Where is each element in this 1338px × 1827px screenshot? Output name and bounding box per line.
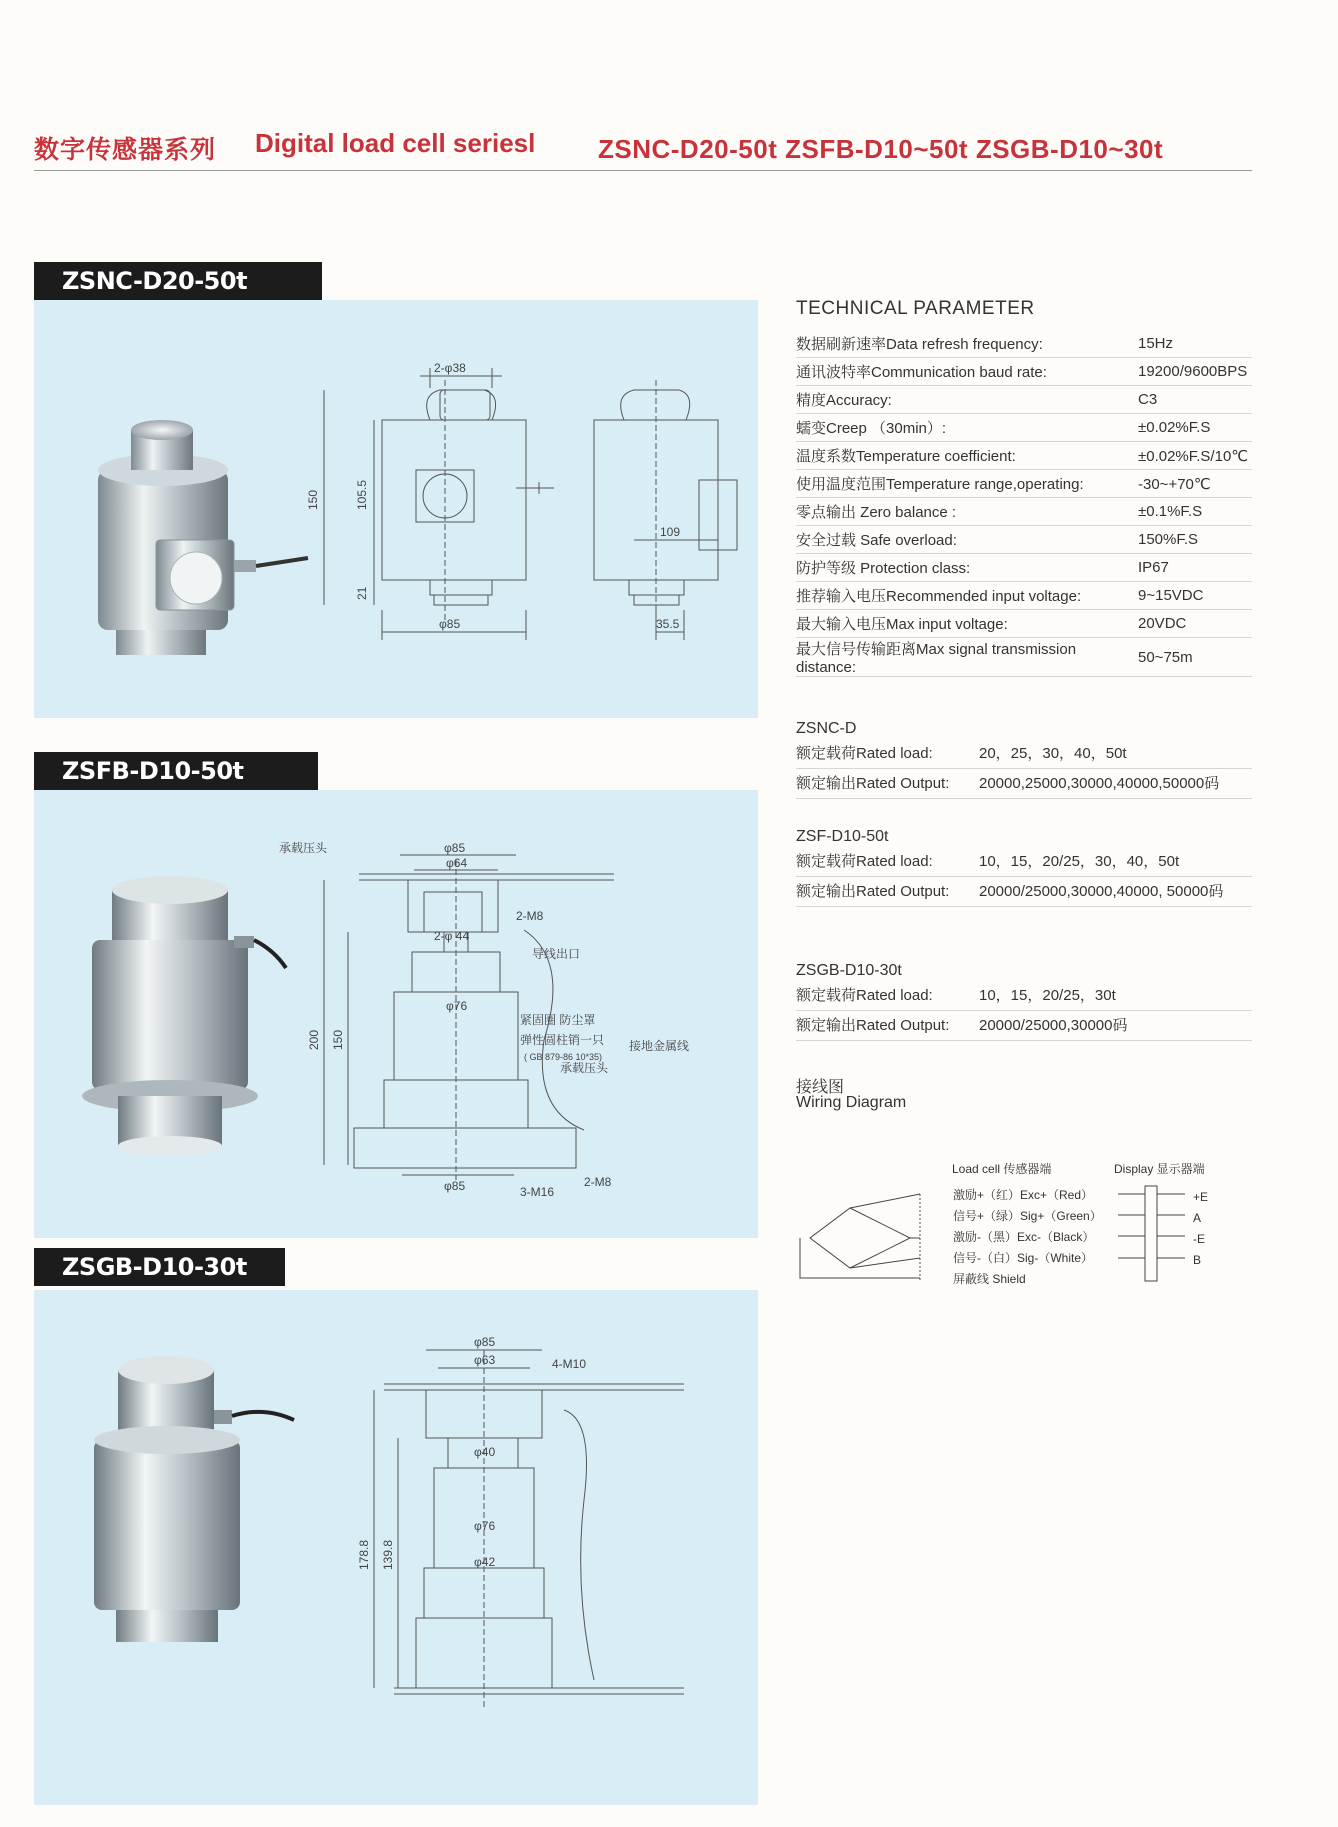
label-ring: 紧固圈 防尘罩 xyxy=(520,1013,596,1027)
dim-d76: φ76 xyxy=(474,1519,496,1533)
label-pin: 弹性圆柱销一只 xyxy=(520,1033,605,1047)
dim-m8: 2-M8 xyxy=(516,909,544,923)
tech-row xyxy=(796,358,1252,386)
group-value: 20000,25000,30000,40000,50000码 xyxy=(979,775,1220,792)
wiring-title-en: Wiring Diagram xyxy=(796,1094,907,1111)
dim-base-d: φ85 xyxy=(444,1179,466,1193)
label-head: 承载压头 xyxy=(279,841,328,855)
tech-row xyxy=(796,330,1252,358)
tech-key: 防护等级 Protection class: xyxy=(796,554,1126,582)
tech-title: TECHNICAL PARAMETER xyxy=(796,298,1035,319)
wiring-line-label: 信号-（白）Sig-（White） xyxy=(953,1251,1094,1265)
label-cable: 导线出口 xyxy=(532,947,581,961)
dim-d85: φ85 xyxy=(474,1335,496,1349)
group-title: ZSGB-D10-30t xyxy=(796,962,902,979)
rated-groups xyxy=(796,720,1252,1050)
section-tag-zsfb: ZSFB-D10-50t xyxy=(34,752,318,790)
drawing-zsgb xyxy=(334,1330,754,1790)
tech-row xyxy=(796,638,1252,677)
tech-row xyxy=(796,470,1252,498)
tech-key: 零点输出 Zero balance : xyxy=(796,498,1126,526)
wiring-line-label: 屏蔽线 Shield xyxy=(953,1272,1026,1286)
dim-d76: φ76 xyxy=(446,999,468,1013)
tech-key: 推荐输入电压Recommended input voltage: xyxy=(796,582,1126,610)
drawing-zsnc xyxy=(284,360,744,690)
group-row xyxy=(796,770,1252,799)
dim-d85: φ85 xyxy=(444,841,466,855)
tech-key: 精度Accuracy: xyxy=(796,386,1126,414)
group-row xyxy=(796,982,1252,1011)
dim-d42: φ42 xyxy=(474,1555,496,1569)
dim-h178: 178.8 xyxy=(357,1539,371,1570)
label-std: ( GB 879-86 10*35) xyxy=(524,1052,603,1062)
dim-d64: φ64 xyxy=(446,856,468,870)
group-key: 额定载荷Rated load: xyxy=(796,987,933,1004)
tech-row xyxy=(796,442,1252,470)
tech-table xyxy=(796,330,1252,677)
dim-m8b: 2-M8 xyxy=(584,1175,612,1189)
tech-row xyxy=(796,554,1252,582)
dim-height-b: 150 xyxy=(306,489,320,510)
group-title: ZSNC-D xyxy=(796,720,857,737)
section-panel-zsfb xyxy=(34,790,758,1238)
wiring-terminal: A xyxy=(1193,1211,1202,1225)
group-key: 额定输出Rated Output: xyxy=(796,775,950,792)
header-rule xyxy=(34,170,1252,171)
tech-row xyxy=(796,386,1252,414)
wiring-terminal: B xyxy=(1193,1253,1202,1267)
tech-row xyxy=(796,582,1252,610)
dim-h200: 200 xyxy=(307,1029,321,1050)
header-title-cn: 数字传感器系列 xyxy=(34,136,217,164)
tech-value: 50~75m xyxy=(1126,638,1252,677)
tech-value: ±0.02%F.S xyxy=(1126,414,1252,442)
dim-base: 21 xyxy=(355,586,369,600)
section-tag-zsnc: ZSNC-D20-50t xyxy=(34,262,322,300)
group-key: 额定载荷Rated load: xyxy=(796,853,933,870)
tech-key: 通讯波特率Communication baud rate: xyxy=(796,358,1126,386)
tech-value: ±0.1%F.S xyxy=(1126,498,1252,526)
group-key: 额定输出Rated Output: xyxy=(796,1017,950,1034)
wiring-line-label: 激励-（黑）Exc-（Black） xyxy=(953,1230,1095,1244)
dim-top: 2-φ38 xyxy=(434,361,466,375)
label-ground: 接地金属线 xyxy=(629,1039,690,1053)
tech-value: 19200/9600BPS xyxy=(1126,358,1252,386)
group-value: 10，15，20/25，30t xyxy=(979,987,1116,1004)
dim-d40: φ40 xyxy=(474,1445,496,1459)
tech-key: 安全过载 Safe overload: xyxy=(796,526,1126,554)
group-row xyxy=(796,1012,1252,1041)
group-key: 额定载荷Rated load: xyxy=(796,745,933,762)
tech-key: 温度系数Temperature coefficient: xyxy=(796,442,1126,470)
wiring-line-label: 信号+（绿）Sig+（Green） xyxy=(953,1209,1102,1223)
dim-h150: 150 xyxy=(331,1029,345,1050)
wiring-display-label: Display 显示器端 xyxy=(1114,1162,1205,1176)
tech-key: 蠕变Creep （30min）: xyxy=(796,414,1126,442)
tech-key: 使用温度范围Temperature range,operating: xyxy=(796,470,1126,498)
label-head2: 承载压头 xyxy=(560,1061,609,1075)
dim-height-a: 105.5 xyxy=(355,479,369,510)
dim-m16: 3-M16 xyxy=(520,1185,555,1199)
tech-value: 150%F.S xyxy=(1126,526,1252,554)
group-value: 20，25，30，40，50t xyxy=(979,745,1127,762)
wiring-line-label: 激励+（红）Exc+（Red） xyxy=(953,1188,1094,1202)
section-tag-zsgb: ZSGB-D10-30t xyxy=(34,1248,285,1286)
tech-value: -30~+70℃ xyxy=(1126,470,1252,498)
header-models: ZSNC-D20-50t ZSFB-D10~50t ZSGB-D10~30t xyxy=(598,134,1164,164)
product-photo-zsgb xyxy=(74,1330,304,1650)
tech-row xyxy=(796,414,1252,442)
group-row xyxy=(796,878,1252,907)
tech-row xyxy=(796,526,1252,554)
tech-value: ±0.02%F.S/10℃ xyxy=(1126,442,1252,470)
group-row xyxy=(796,740,1252,769)
dim-offset: 35.5 xyxy=(656,617,680,631)
group-value: 20000/25000,30000码 xyxy=(979,1017,1128,1034)
tech-key: 最大输入电压Max input voltage: xyxy=(796,610,1126,638)
dim-d44: 2-φ 44 xyxy=(434,929,470,943)
dim-side: 109 xyxy=(660,525,681,539)
wiring-title-cn: 接线图 xyxy=(796,1079,845,1096)
tech-value: 20VDC xyxy=(1126,610,1252,638)
header-title-en: Digital load cell seriesl xyxy=(255,128,536,158)
dim-m10: 4-M10 xyxy=(552,1357,587,1371)
dim-h139: 139.8 xyxy=(381,1539,395,1570)
tech-row xyxy=(796,498,1252,526)
wiring-loadcell-label: Load cell 传感器端 xyxy=(952,1162,1052,1176)
product-photo-zsfb xyxy=(64,870,294,1190)
wiring-terminal: -E xyxy=(1193,1232,1205,1246)
tech-value: IP67 xyxy=(1126,554,1252,582)
wiring-lines xyxy=(925,1186,1255,1296)
drawing-zsfb xyxy=(279,840,754,1220)
group-key: 额定输出Rated Output: xyxy=(796,883,950,900)
tech-value: 9~15VDC xyxy=(1126,582,1252,610)
group-row xyxy=(796,848,1252,877)
group-title: ZSF-D10-50t xyxy=(796,828,889,845)
section-panel-zsgb xyxy=(34,1290,758,1805)
section-panel-zsnc xyxy=(34,300,758,718)
group-value: 10，15，20/25，30，40，50t xyxy=(979,853,1180,870)
tech-row xyxy=(796,610,1252,638)
tech-key: 最大信号传输距离Max signal transmission distance: xyxy=(796,638,1126,677)
wiring-terminal: +E xyxy=(1193,1190,1209,1204)
dim-d63: φ63 xyxy=(474,1353,496,1367)
tech-value: C3 xyxy=(1126,386,1252,414)
tech-value: 15Hz xyxy=(1126,330,1252,358)
dim-width: φ85 xyxy=(439,617,461,631)
tech-key: 数据刷新速率Data refresh frequency: xyxy=(796,330,1126,358)
group-value: 20000/25000,30000,40000, 50000码 xyxy=(979,883,1224,900)
